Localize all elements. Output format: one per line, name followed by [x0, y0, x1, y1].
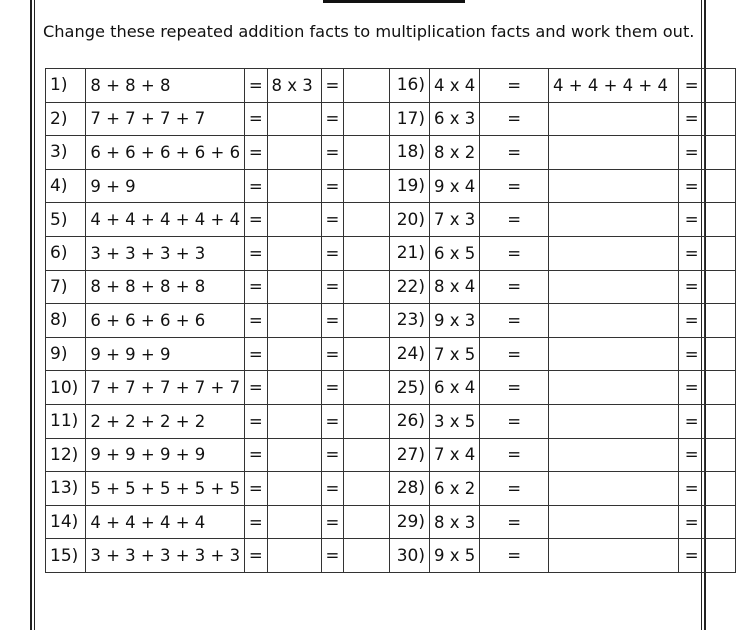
right-result-answer[interactable]: [705, 539, 736, 573]
right-problem-number: 25): [389, 371, 429, 405]
left-result-answer[interactable]: [344, 472, 389, 506]
equals-sign: =: [480, 270, 549, 304]
equals-sign: =: [321, 69, 343, 103]
left-addition-fact: 5 + 5 + 5 + 5 + 5: [86, 472, 245, 506]
right-addition-answer[interactable]: [549, 371, 679, 405]
right-multiplication-fact: 7 x 5: [429, 337, 479, 371]
left-result-answer[interactable]: [344, 169, 389, 203]
left-result-answer[interactable]: [344, 438, 389, 472]
right-problem-number: 29): [389, 505, 429, 539]
left-addition-fact: 3 + 3 + 3 + 3 + 3: [86, 539, 245, 573]
right-result-answer[interactable]: [705, 236, 736, 270]
right-addition-answer[interactable]: [549, 472, 679, 506]
equals-sign: =: [678, 169, 705, 203]
right-addition-answer[interactable]: [549, 337, 679, 371]
equals-sign: =: [321, 404, 343, 438]
left-addition-fact: 6 + 6 + 6 + 6: [86, 304, 245, 338]
equals-sign: =: [245, 404, 267, 438]
equals-sign: =: [245, 472, 267, 506]
right-multiplication-fact: 6 x 3: [429, 102, 479, 136]
right-result-answer[interactable]: [705, 203, 736, 237]
equals-sign: =: [678, 438, 705, 472]
right-multiplication-fact: 6 x 2: [429, 472, 479, 506]
worksheet-rows: [46, 69, 736, 573]
right-multiplication-fact: 9 x 5: [429, 539, 479, 573]
right-multiplication-fact: 7 x 3: [429, 203, 479, 237]
right-addition-answer[interactable]: [549, 203, 679, 237]
left-multiplication-answer[interactable]: [267, 371, 321, 405]
left-multiplication-answer[interactable]: [267, 438, 321, 472]
right-multiplication-fact: 6 x 5: [429, 236, 479, 270]
right-problem-number: 30): [389, 539, 429, 573]
right-addition-answer[interactable]: [549, 236, 679, 270]
equals-sign: =: [321, 102, 343, 136]
right-multiplication-fact: 3 x 5: [429, 404, 479, 438]
right-result-answer[interactable]: [705, 472, 736, 506]
left-problem-number: 11): [46, 404, 86, 438]
left-problem-number: 9): [46, 337, 86, 371]
right-multiplication-fact: 9 x 3: [429, 304, 479, 338]
right-result-answer[interactable]: [705, 270, 736, 304]
left-result-answer[interactable]: [344, 69, 389, 103]
left-addition-fact: 7 + 7 + 7 + 7: [86, 102, 245, 136]
right-problem-number: 23): [389, 304, 429, 338]
title-underline: [323, 0, 465, 3]
right-addition-answer[interactable]: 4 + 4 + 4 + 4: [549, 69, 679, 103]
equals-sign: =: [480, 236, 549, 270]
left-addition-fact: 9 + 9: [86, 169, 245, 203]
right-problem-number: 18): [389, 136, 429, 170]
right-problem-number: 24): [389, 337, 429, 371]
right-problem-number: 17): [389, 102, 429, 136]
equals-sign: =: [480, 69, 549, 103]
left-result-answer[interactable]: [344, 136, 389, 170]
equals-sign: =: [480, 404, 549, 438]
right-multiplication-fact: 7 x 4: [429, 438, 479, 472]
equals-sign: =: [480, 539, 549, 573]
equals-sign: =: [678, 203, 705, 237]
equals-sign: =: [678, 304, 705, 338]
right-addition-answer[interactable]: [549, 404, 679, 438]
left-problem-number: 3): [46, 136, 86, 170]
right-multiplication-fact: 9 x 4: [429, 169, 479, 203]
equals-sign: =: [678, 539, 705, 573]
equals-sign: =: [321, 136, 343, 170]
equals-sign: =: [678, 270, 705, 304]
page-border-left-outer: [30, 0, 32, 630]
left-addition-fact: 8 + 8 + 8: [86, 69, 245, 103]
left-multiplication-answer[interactable]: [267, 472, 321, 506]
right-result-answer[interactable]: [705, 136, 736, 170]
right-addition-answer[interactable]: [549, 505, 679, 539]
left-multiplication-answer[interactable]: [267, 505, 321, 539]
left-problem-number: 4): [46, 169, 86, 203]
left-multiplication-answer[interactable]: [267, 337, 321, 371]
equals-sign: =: [321, 539, 343, 573]
right-result-answer[interactable]: [705, 102, 736, 136]
equals-sign: =: [321, 505, 343, 539]
table-row: [46, 472, 736, 506]
equals-sign: =: [245, 69, 267, 103]
left-problem-number: 2): [46, 102, 86, 136]
right-problem-number: 19): [389, 169, 429, 203]
table-row: [46, 505, 736, 539]
equals-sign: =: [245, 203, 267, 237]
left-problem-number: 8): [46, 304, 86, 338]
left-result-answer[interactable]: [344, 236, 389, 270]
table-row: [46, 438, 736, 472]
left-addition-fact: 4 + 4 + 4 + 4 + 4: [86, 203, 245, 237]
equals-sign: =: [321, 337, 343, 371]
right-result-answer[interactable]: [705, 505, 736, 539]
equals-sign: =: [678, 136, 705, 170]
table-row: [46, 203, 736, 237]
right-result-answer[interactable]: [705, 404, 736, 438]
equals-sign: =: [678, 371, 705, 405]
equals-sign: =: [245, 505, 267, 539]
equals-sign: =: [245, 371, 267, 405]
equals-sign: =: [245, 304, 267, 338]
left-multiplication-answer[interactable]: [267, 102, 321, 136]
left-multiplication-answer[interactable]: [267, 169, 321, 203]
equals-sign: =: [480, 505, 549, 539]
table-row: [46, 539, 736, 573]
equals-sign: =: [245, 539, 267, 573]
right-multiplication-fact: 8 x 4: [429, 270, 479, 304]
right-problem-number: 20): [389, 203, 429, 237]
left-problem-number: 13): [46, 472, 86, 506]
left-addition-fact: 9 + 9 + 9: [86, 337, 245, 371]
right-problem-number: 28): [389, 472, 429, 506]
left-problem-number: 7): [46, 270, 86, 304]
table-row: [46, 102, 736, 136]
page-border-left-inner: [34, 0, 35, 630]
left-result-answer[interactable]: [344, 539, 389, 573]
left-addition-fact: 3 + 3 + 3 + 3: [86, 236, 245, 270]
right-problem-number: 26): [389, 404, 429, 438]
left-addition-fact: 6 + 6 + 6 + 6 + 6: [86, 136, 245, 170]
equals-sign: =: [321, 304, 343, 338]
left-addition-fact: 7 + 7 + 7 + 7 + 7: [86, 371, 245, 405]
table-row: [46, 371, 736, 405]
left-result-answer[interactable]: [344, 505, 389, 539]
right-multiplication-fact: 4 x 4: [429, 69, 479, 103]
right-addition-answer[interactable]: [549, 304, 679, 338]
equals-sign: =: [480, 203, 549, 237]
left-addition-fact: 8 + 8 + 8 + 8: [86, 270, 245, 304]
equals-sign: =: [480, 337, 549, 371]
right-result-answer[interactable]: [705, 304, 736, 338]
equals-sign: =: [321, 203, 343, 237]
left-problem-number: 12): [46, 438, 86, 472]
right-result-answer[interactable]: [705, 371, 736, 405]
equals-sign: =: [678, 69, 705, 103]
right-result-answer[interactable]: [705, 438, 736, 472]
table-row: [46, 304, 736, 338]
right-problem-number: 16): [389, 69, 429, 103]
table-row: [46, 169, 736, 203]
equals-sign: =: [245, 236, 267, 270]
instructions: Change these repeated addition facts to multiplication facts and work them out.: [43, 22, 695, 41]
equals-sign: =: [678, 102, 705, 136]
left-problem-number: 14): [46, 505, 86, 539]
left-problem-number: 5): [46, 203, 86, 237]
right-addition-answer[interactable]: [549, 136, 679, 170]
right-addition-answer[interactable]: [549, 539, 679, 573]
equals-sign: =: [480, 304, 549, 338]
equals-sign: =: [321, 438, 343, 472]
equals-sign: =: [321, 236, 343, 270]
right-multiplication-fact: 8 x 2: [429, 136, 479, 170]
right-addition-answer[interactable]: [549, 169, 679, 203]
right-multiplication-fact: 8 x 3: [429, 505, 479, 539]
right-addition-answer[interactable]: [549, 102, 679, 136]
equals-sign: =: [678, 236, 705, 270]
left-multiplication-answer[interactable]: [267, 236, 321, 270]
left-result-answer[interactable]: [344, 404, 389, 438]
equals-sign: =: [245, 438, 267, 472]
table-row: [46, 337, 736, 371]
left-result-answer[interactable]: [344, 102, 389, 136]
right-result-answer[interactable]: [705, 169, 736, 203]
equals-sign: =: [678, 505, 705, 539]
equals-sign: =: [480, 472, 549, 506]
left-problem-number: 15): [46, 539, 86, 573]
left-addition-fact: 9 + 9 + 9 + 9: [86, 438, 245, 472]
equals-sign: =: [245, 169, 267, 203]
left-multiplication-answer[interactable]: [267, 203, 321, 237]
left-multiplication-answer[interactable]: [267, 539, 321, 573]
left-problem-number: 1): [46, 69, 86, 103]
right-problem-number: 22): [389, 270, 429, 304]
equals-sign: =: [678, 337, 705, 371]
equals-sign: =: [678, 404, 705, 438]
table-row: [46, 404, 736, 438]
right-addition-answer[interactable]: [549, 270, 679, 304]
equals-sign: =: [480, 136, 549, 170]
equals-sign: =: [480, 371, 549, 405]
table-row: [46, 136, 736, 170]
left-addition-fact: 4 + 4 + 4 + 4: [86, 505, 245, 539]
equals-sign: =: [321, 371, 343, 405]
right-result-answer[interactable]: [705, 69, 736, 103]
right-result-answer[interactable]: [705, 337, 736, 371]
equals-sign: =: [245, 136, 267, 170]
left-result-answer[interactable]: [344, 203, 389, 237]
table-row: [46, 69, 736, 103]
left-addition-fact: 2 + 2 + 2 + 2: [86, 404, 245, 438]
right-multiplication-fact: 6 x 4: [429, 371, 479, 405]
equals-sign: =: [678, 472, 705, 506]
equals-sign: =: [321, 472, 343, 506]
left-problem-number: 6): [46, 236, 86, 270]
right-addition-answer[interactable]: [549, 438, 679, 472]
right-problem-number: 27): [389, 438, 429, 472]
table-row: [46, 270, 736, 304]
equals-sign: =: [321, 270, 343, 304]
left-result-answer[interactable]: [344, 270, 389, 304]
right-problem-number: 21): [389, 236, 429, 270]
equals-sign: =: [245, 337, 267, 371]
equals-sign: =: [245, 270, 267, 304]
equals-sign: =: [480, 169, 549, 203]
equals-sign: =: [321, 169, 343, 203]
equals-sign: =: [480, 102, 549, 136]
left-multiplication-answer[interactable]: [267, 404, 321, 438]
equals-sign: =: [245, 102, 267, 136]
left-result-answer[interactable]: [344, 371, 389, 405]
left-multiplication-answer[interactable]: 8 x 3: [267, 69, 321, 103]
left-result-answer[interactable]: [344, 304, 389, 338]
worksheet-table: [45, 68, 736, 573]
left-multiplication-answer[interactable]: [267, 270, 321, 304]
left-multiplication-answer[interactable]: [267, 304, 321, 338]
table-row: [46, 236, 736, 270]
left-multiplication-answer[interactable]: [267, 136, 321, 170]
left-problem-number: 10): [46, 371, 86, 405]
equals-sign: =: [480, 438, 549, 472]
left-result-answer[interactable]: [344, 337, 389, 371]
